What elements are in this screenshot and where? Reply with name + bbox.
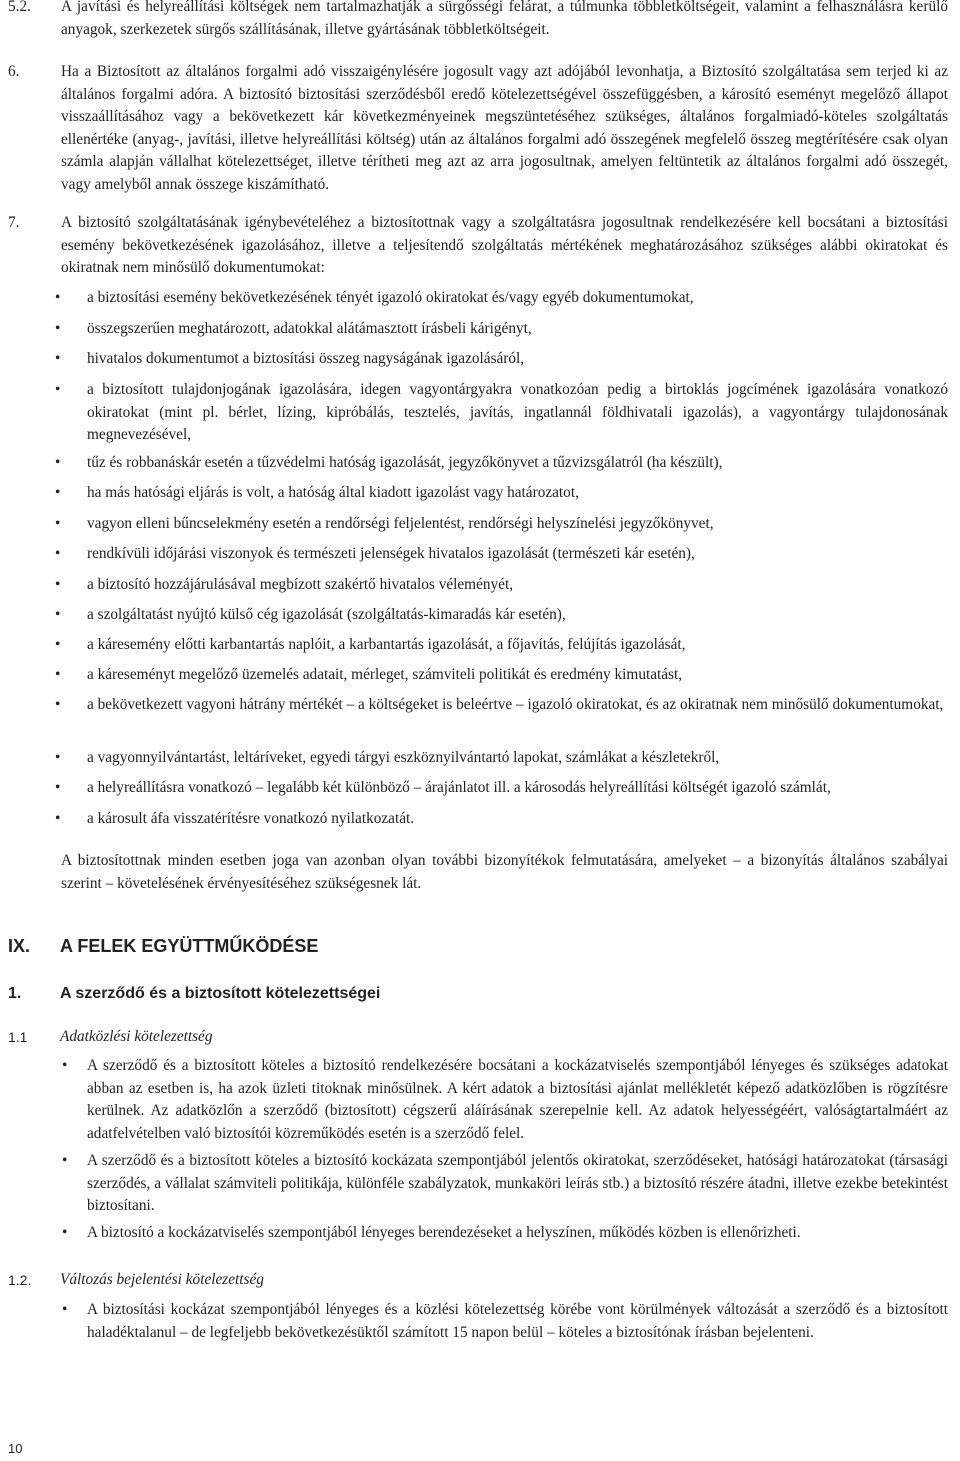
page-number: 10 [8, 1441, 23, 1456]
list-item: • A biztosítási kockázat szempontjából lényeges és a közlési kötelezettség körébe vont körülmények változását a szerződő és a biztosított haladéktalanul – de legfeljebb bekövetkezésüktől számított 15 napon belül – köteles a biztosítónak írásban bejelenteni. [62, 1301, 948, 1341]
bullet-icon: • [55, 666, 61, 683]
list-item: • tűz és robbanáskár esetén a tűzvédelmi hatóság igazolását, jegyzőkönyvet a tűzvizsgálatról (ha készült), [55, 452, 948, 475]
bullet-icon: • [55, 454, 61, 471]
subsection-title: Adatközlési kötelezettség [60, 1028, 213, 1045]
list-item: • hivatalos dokumentumot a biztosítási összeg nagyságának igazolásáról, [55, 348, 948, 371]
bullet-icon: • [55, 545, 61, 562]
list-item: • a káresemény előtti karbantartás naplóit, a karbantartás igazolását, a főjavítás, felújítás igazolását, [55, 634, 948, 657]
section-title: A szerződő és a biztosított kötelezettségei [60, 985, 381, 1002]
paragraph-text: A javítási és helyreállítási költségek nem tartalmazhatják a sürgősségi felárat, a túlmunka többletköltségeit, valamint a felhasználásra kerülő anyagok, szerkezetek sürgős szállításának, illetve gyártásának többletköltségeit. [61, 0, 948, 38]
bullet-icon: • [55, 515, 61, 532]
bullet-icon: • [55, 810, 61, 827]
list-item: • a károsult áfa visszatérítésre vonatkozó nyilatkozatát. [55, 808, 948, 831]
list-item: • A szerződő és a biztosított köteles a biztosító rendelkezésére bocsátani a kockázatviselés szempontjából lényeges és szükséges adatokat abban az esetben is, ha azok üzleti titoknak minősülnek. A kért adatok a biztosítási ajánlat mellékletét képező adatközlőben is rögzítésre kerülnek. Az adatközlőn a szerződő (biztosított) cégszerű aláírásának szerepelnie kell. Az adatok helyességéért, valóságtartalmáért az adatfelvételben való biztosítói közreműködés esetén is a szerződő felel. [62, 1057, 948, 1142]
list-item: • összegszerűen meghatározott, adatokkal alátámasztott írásbeli kárigényt, [55, 318, 948, 341]
paragraph-number: 7. [8, 214, 20, 231]
paragraph-text: A biztosító szolgáltatásának igénybevételéhez a biztosítottnak vagy a szolgáltatásra jogosultnak rendelkezésére kell bocsátani a biztosítási esemény bekövetkezésének igazolásához, illetve a teljesítendő szolgáltatás mértékének meghatározásához szükséges alábbi okiratokat és okiratnak nem minősülő dokumentumokat: [61, 214, 948, 277]
bullet-icon: • [62, 1057, 68, 1074]
list-item: • a biztosítási esemény bekövetkezésének tényét igazoló okiratokat és/vagy egyéb dokumentumokat, [55, 287, 948, 310]
bullet-icon: • [55, 350, 61, 367]
list-item: • a vagyonnyilvántartást, leltáríveket, egyedi tárgyi eszköznyilvántartó lapokat, számlákat a készletekről, [55, 747, 948, 770]
subsection-number: 1.2. [8, 1272, 32, 1288]
paragraph-6 [8, 61, 948, 197]
bullet-icon: • [55, 484, 61, 501]
bullet-icon: • [55, 606, 61, 623]
list-item: • a bekövetkezett vagyoni hátrány mértékét – a költségeket is beleértve – igazoló okiratokat, és az okiratnak nem minősülő dokumentumokat, [55, 694, 948, 717]
list-item: • ha más hatósági eljárás is volt, a hatóság által kiadott igazolást vagy határozatot, [55, 482, 948, 505]
bullet-icon: • [55, 779, 61, 796]
bullet-icon: • [55, 289, 61, 306]
bullet-icon: • [55, 576, 61, 593]
list-item: • rendkívüli időjárási viszonyok és természeti jelenségek hivatalos igazolását (természeti kár esetén), [55, 543, 948, 566]
list-item: • vagyon elleni bűncselekmény esetén a rendőrségi feljelentést, rendőrségi helyszínelési jegyzőkönyvet, [55, 513, 948, 536]
bullet-icon: • [55, 749, 61, 766]
bullet-icon: • [55, 636, 61, 653]
paragraph-7 [8, 212, 948, 280]
list-item: • a biztosított tulajdonjogának igazolására, idegen vagyontárgyakra vonatkozóan pedig a birtoklás jogcímének igazolására vonatkozó okiratokat (mint pl. bérlet, lízing, kipróbálás, tesztelés, javítás, ingatlannál földhivatali igazolás), a vagyontárgy tulajdonosának megnevezésével, [55, 381, 948, 444]
paragraph-text: Ha a Biztosított az általános forgalmi adó visszaigénylésére jogosult vagy azt adójából levonhatja, a Biztosító szolgáltatása sem terjed ki az általános forgalmi adóra. A biztosító biztosítási szerződésből eredő kötelezettségével összefüggésben, a károsító eseményt megelőző állapot visszaállításához vagy a bekövetkezett kár következményeinek megszüntetéséhez szükséges, általános forgalmiadó-köteles szolgáltatás ellenértéke (anyag-, javítási, illetve helyreállítási költség) után az általános forgalmi adó összegének megfelelő összeg megtérítésére csak olyan számla alapján vállalhat kötelezettséget, illetve térítheti meg azt az arra jogosultnak, amelyen feltüntetik az általános forgalmi adó összegét, vagy amelyből annak összege kiszámítható. [61, 63, 948, 193]
list-item: • a helyreállításra vonatkozó – legalább két különböző – árajánlatot ill. a károsodás helyreállítási költségét igazoló számlát, [55, 777, 948, 800]
paragraph-number: 6. [8, 63, 20, 80]
chapter-title: A FELEK EGYÜTTMŰKÖDÉSE [60, 936, 319, 956]
section-number: 1. [8, 985, 22, 1002]
list-item: • A biztosító a kockázatviselés szempontjából lényeges berendezéseket a helyszínen, működés közben is ellenőrizheti. [62, 1222, 948, 1245]
paragraph-5-2 [8, 0, 948, 41]
paragraph-number: 5.2. [8, 0, 31, 15]
bullet-icon: • [62, 1224, 68, 1241]
list-item: • a biztosító hozzájárulásával megbízott szakértő hivatalos véleményét, [55, 574, 948, 597]
bullet-icon: • [62, 1152, 68, 1169]
bullet-icon: • [62, 1301, 68, 1318]
paragraph-7-closing: A biztosítottnak minden esetben joga van azonban olyan további bizonyítékok felmutatására, amelyeket – a bizonyítás általános szabályai szerint – követelésének érvényesítéséhez szükségesnek lát. [61, 852, 948, 892]
bullet-icon: • [55, 696, 61, 713]
bullet-icon: • [55, 320, 61, 337]
subsection-number: 1.1 [8, 1029, 28, 1045]
chapter-number: IX. [8, 936, 31, 956]
list-item: • A szerződő és a biztosított köteles a biztosító kockázata szempontjából jelentős okiratokat, szerződéseket, hatósági határozatokat (társasági szerződés, a vállalat számviteli politikája, különféle szabályzatok, munkaköri leírás stb.) a biztosító részére átadni, illetve ezekbe betekintést biztosítani. [62, 1152, 948, 1215]
bullet-icon: • [55, 381, 61, 398]
list-item: • a káreseményt megelőző üzemelés adatait, mérleget, számviteli politikát és eredmény kimutatást, [55, 664, 948, 687]
subsection-title: Változás bejelentési kötelezettség [60, 1271, 264, 1288]
list-item: • a szolgáltatást nyújtó külső cég igazolását (szolgáltatás-kimaradás kár esetén), [55, 604, 948, 627]
